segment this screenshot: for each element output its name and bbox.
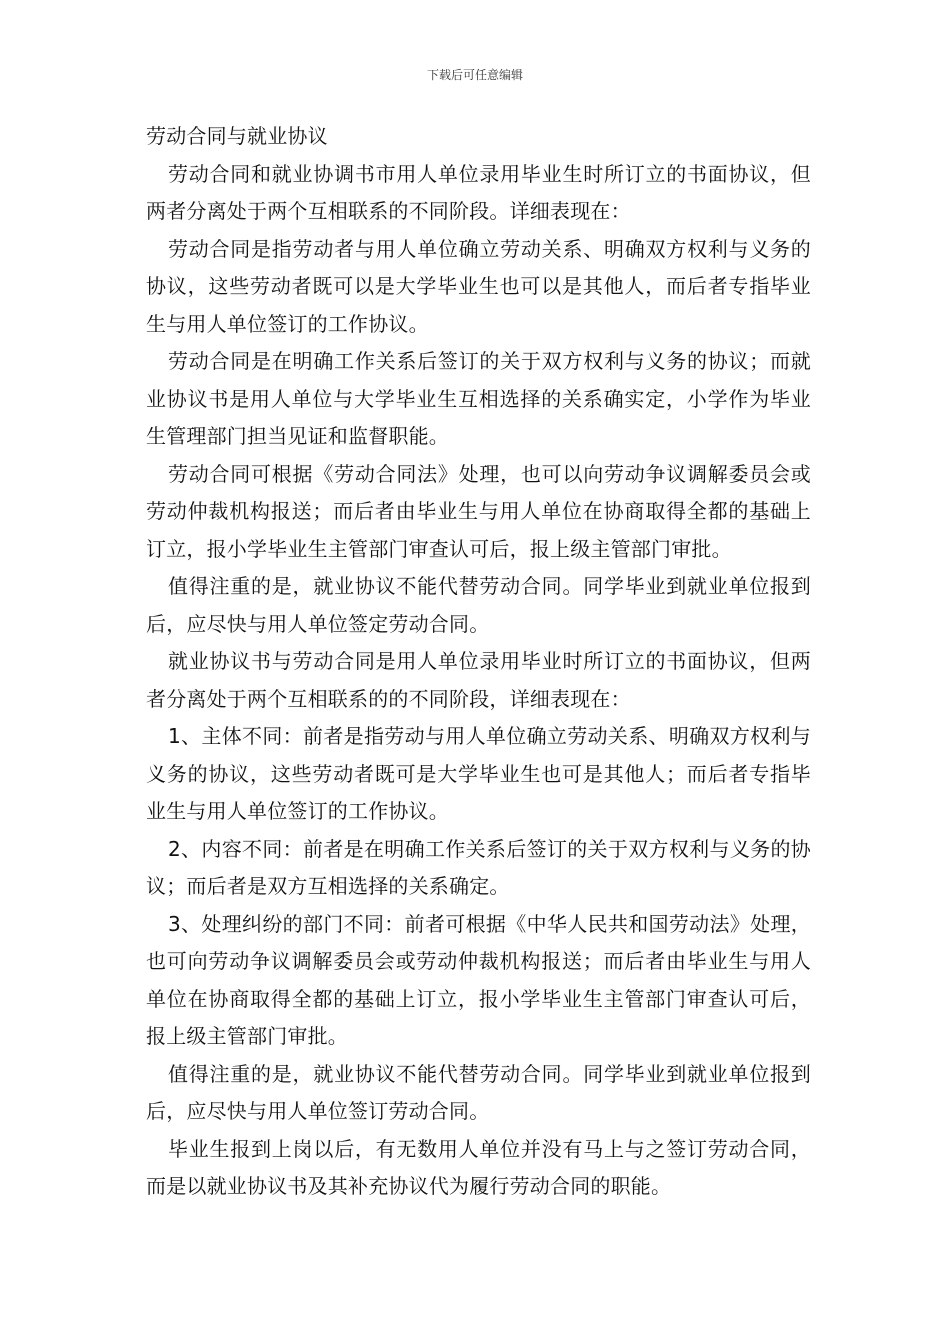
paragraph: 就业协议书与劳动合同是用人单位录用毕业时所订立的书面协议，但两者分离处于两个互相联系的的不同阶段，详细表现在： (146, 649, 811, 711)
list-item-paragraph: 1、主体不同：前者是指劳动与用人单位确立劳动关系、明确双方权利与义务的协议，这些劳动者既可是大学毕业生也可是其他人；而后者专指毕业生与用人单位签订的工作协议。 (146, 724, 811, 823)
paragraph: 劳动合同是指劳动者与用人单位确立劳动关系、明确双方权利与义务的协议，这些劳动者既可以是大学毕业生也可以是其他人，而后者专指毕业生与用人单位签订的工作协议。 (146, 236, 811, 336)
paragraph: 劳动合同是在明确工作关系后签订的关于双方权利与义务的协议；而就业协议书是用人单位与大学毕业生互相选择的关系确实定，小学作为毕业生管理部门担当见证和监督职能。 (146, 349, 811, 448)
document-title: 劳动合同与就业协议 (146, 124, 328, 148)
document-body (146, 118, 811, 1206)
paragraph: 劳动合同可根据《劳动合同法》处理，也可以向劳动争议调解委员会或劳动仲裁机构报送；而后者由毕业生与用人单位在协商取得全都的基础上订立，报小学毕业生主管部门审查认可后，报上级主管部门审批。 (146, 461, 811, 561)
page-header: 下载后可任意编辑 (426, 68, 523, 82)
list-item-paragraph: 2、内容不同：前者是在明确工作关系后签订的关于双方权利与义务的协议；而后者是双方互相选择的关系确定。 (146, 836, 811, 898)
paragraph: 毕业生报到上岗以后，有无数用人单位并没有马上与之签订劳动合同，而是以就业协议书及其补充协议代为履行劳动合同的职能。 (146, 1136, 811, 1198)
paragraph: 值得注重的是，就业协议不能代替劳动合同。同学毕业到就业单位报到后，应尽快与用人单位签定劳动合同。 (146, 574, 811, 636)
paragraph: 值得注重的是，就业协议不能代替劳动合同。同学毕业到就业单位报到后，应尽快与用人单位签订劳动合同。 (146, 1061, 811, 1123)
list-item-paragraph: 3、处理纠纷的部门不同：前者可根据《中华人民共和国劳动法》处理，也可向劳动争议调解委员会或劳动仲裁机构报送；而后者由毕业生与用人单位在协商取得全都的基础上订立，报小学毕业生主管部门审查认可后，报上级主管部门审批。 (146, 911, 811, 1048)
paragraph: 劳动合同和就业协调书市用人单位录用毕业生时所订立的书面协议，但两者分离处于两个互相联系的不同阶段。详细表现在： (146, 161, 811, 223)
